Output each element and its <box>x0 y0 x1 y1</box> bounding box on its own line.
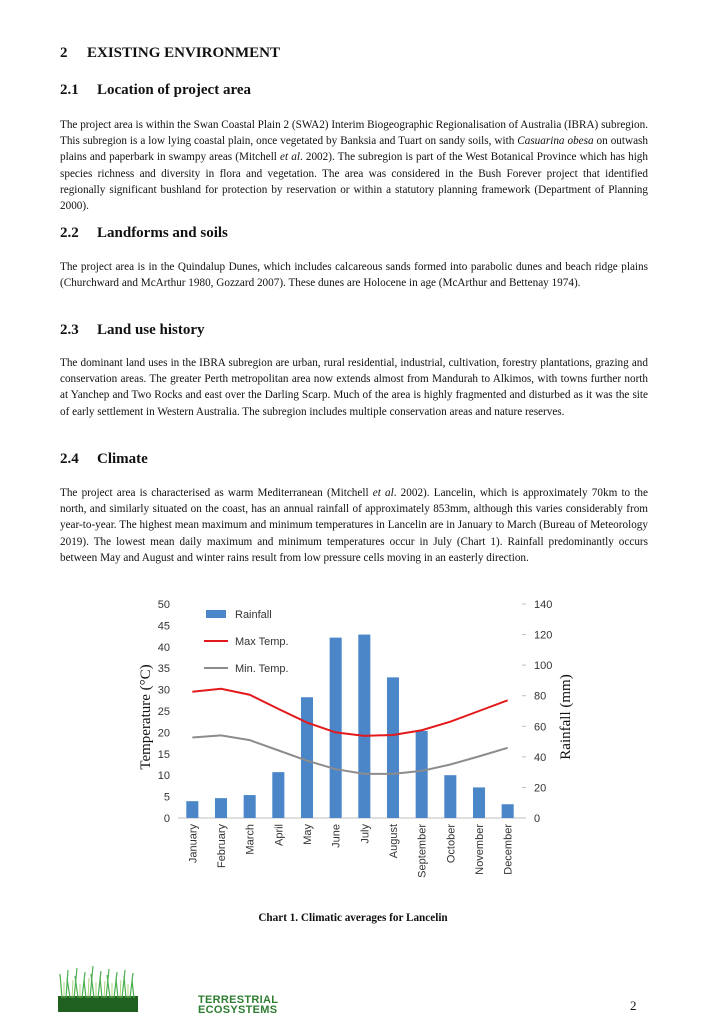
subsection-number: 2.1 <box>60 82 79 98</box>
y-tick-label: 30 <box>157 684 170 697</box>
y2-tick-label: 140 <box>534 599 553 611</box>
x-tick-label: September <box>416 824 429 878</box>
page-number: 2 <box>630 998 637 1013</box>
x-tick-label: April <box>273 824 286 847</box>
subsection-heading-landforms <box>60 225 228 242</box>
x-tick-label: December <box>502 824 515 875</box>
rainfall-bar <box>473 787 485 818</box>
rainfall-bar <box>387 677 399 818</box>
y2-tick-label: 20 <box>534 782 547 795</box>
subsection-title: Location of project area <box>97 82 251 98</box>
subsection-number: 2.4 <box>60 451 79 467</box>
x-tick-label: August <box>388 824 400 859</box>
subsection-title: Landforms and soils <box>97 225 228 241</box>
subsection-title: Land use history <box>97 322 205 338</box>
italic-text: et al <box>280 151 300 164</box>
text-run: The project area is characterised as warm Mediterranean (Mitchell <box>60 487 373 499</box>
y-tick-label: 0 <box>163 813 170 825</box>
text-run: . 2002). Lancelin, which is approximately 70km to the north, and similarly situated on the coast, has an annual rainfall of approximately 853mm, although this varies considerably from year-to-year. The highest mean maximum and minimum temperatures in Lancelin are in January to March (Bureau of Meteorology 2019). The lowest mean daily maximum and minimum temperatures occur in July (Chart 1). Rainfall predominantly occurs between May and August and winter rains result from low pressure cells moving in an easterly direction. <box>60 487 648 564</box>
min-temp-line <box>192 735 507 774</box>
y2-tick-label: 60 <box>534 721 547 734</box>
rainfall-bar <box>272 772 284 818</box>
y-tick-label: 15 <box>157 748 170 761</box>
paragraph-landforms <box>60 259 648 291</box>
section-number: 2 <box>60 45 68 61</box>
y-tick-label: 50 <box>157 599 170 611</box>
x-tick-label: March <box>244 824 257 855</box>
rainfall-bar <box>301 697 313 818</box>
text-run: . 2002). The subregion is part of the West Botanical Province which has high species richness and diversity in flora and vegetation. The area was considered in the Bush Forever project that identified regionally significant bushland for protection by reservation or within a statutory planning framework (Department of Planning 2000). <box>60 151 648 213</box>
legend-line-label: Max Temp. <box>235 636 289 648</box>
subsection-heading-location <box>60 82 251 99</box>
x-tick-label: October <box>445 824 458 864</box>
y-axis-label: Temperature (°C) <box>138 664 154 770</box>
terrestrial-ecosystems-logo <box>58 962 279 1016</box>
x-tick-label: November <box>474 824 486 875</box>
italic-text: et al <box>372 487 394 499</box>
paragraph-climate <box>60 485 648 566</box>
y-tick-label: 25 <box>157 706 170 718</box>
rainfall-bar <box>244 795 256 818</box>
y2-tick-label: 0 <box>534 813 541 825</box>
rainfall-bar <box>186 801 198 818</box>
y-tick-label: 20 <box>157 727 170 740</box>
climate-chart <box>130 592 590 892</box>
x-tick-label: May <box>302 824 314 845</box>
text-run: The project area is in the Quindalup Dunes, which includes calcareous sands formed into parabolic dunes and beach ridge plains (Churchward and McArthur 1980, Gozzard 2007). These dunes are Holocene in age (McArthur and Bettenay 1974). <box>60 261 648 290</box>
chart-caption: Chart 1. Climatic averages for Lancelin <box>258 912 448 924</box>
y2-tick-label: 40 <box>534 751 547 764</box>
text-run: The dominant land uses in the IBRA subregion are urban, rural residential, industrial, cultivation, forestry plantations, grazing and conservation areas. The greater Perth metropolitan area now extends almost from Mandurah to Alkimos, with towns further north at Yanchep and Two Rocks and east over the Darling Scarp. Much of the area is highly fragmented and disturbed as it was the site of early settlement in Western Australia. The subregion includes multiple conservation areas and nature reserves. <box>60 357 648 418</box>
text-run: The project area is within the Swan Coastal Plain 2 (SWA2) Interim Biogeographic Regionalisation of Australia (IBRA) subregion. This subregion is a low lying coastal plain, once vegetated by Banksia and Tuart on sandy soils, with <box>60 119 648 148</box>
subsection-heading-land-use <box>60 322 205 339</box>
italic-text: Casuarina obesa <box>517 135 594 148</box>
logo-text-line1: TERRESTRIAL <box>198 994 279 1006</box>
subsection-number: 2.2 <box>60 225 79 241</box>
section-title: EXISTING ENVIRONMENT <box>87 45 280 61</box>
y-tick-label: 10 <box>157 770 170 783</box>
rainfall-bar <box>215 798 227 818</box>
subsection-number: 2.3 <box>60 322 79 338</box>
x-tick-label: June <box>330 824 343 848</box>
text-run: on outwash plains and paperbark in swampy areas (Mitchell <box>60 135 648 164</box>
logo-text-line2: ECOSYSTEMS <box>198 1004 278 1016</box>
max-temp-line <box>192 689 507 736</box>
y-tick-label: 35 <box>157 663 170 676</box>
x-tick-label: January <box>187 824 200 864</box>
subsection-heading-climate <box>60 451 148 468</box>
y-tick-label: 45 <box>157 620 170 633</box>
x-tick-label: July <box>359 824 372 844</box>
y2-tick-label: 100 <box>534 660 553 673</box>
y-tick-label: 5 <box>163 791 170 804</box>
rainfall-bar <box>444 775 456 818</box>
y2-axis-label: Rainfall (mm) <box>558 674 574 760</box>
y2-tick-label: 80 <box>534 690 547 703</box>
subsection-title: Climate <box>97 451 148 467</box>
rainfall-bar <box>502 804 514 818</box>
paragraph-land-use <box>60 355 648 420</box>
legend-rainfall-label: Rainfall <box>235 609 272 621</box>
legend-line-label: Min. Temp. <box>235 663 289 675</box>
y-tick-label: 40 <box>157 641 170 654</box>
section-heading <box>60 45 280 62</box>
rainfall-bar <box>358 635 370 818</box>
y2-tick-label: 120 <box>534 629 553 642</box>
x-tick-label: February <box>216 824 228 869</box>
legend-rainfall-swatch <box>206 610 226 618</box>
rainfall-bar <box>416 731 428 818</box>
rainfall-bar <box>330 638 342 818</box>
paragraph-location <box>60 117 648 214</box>
